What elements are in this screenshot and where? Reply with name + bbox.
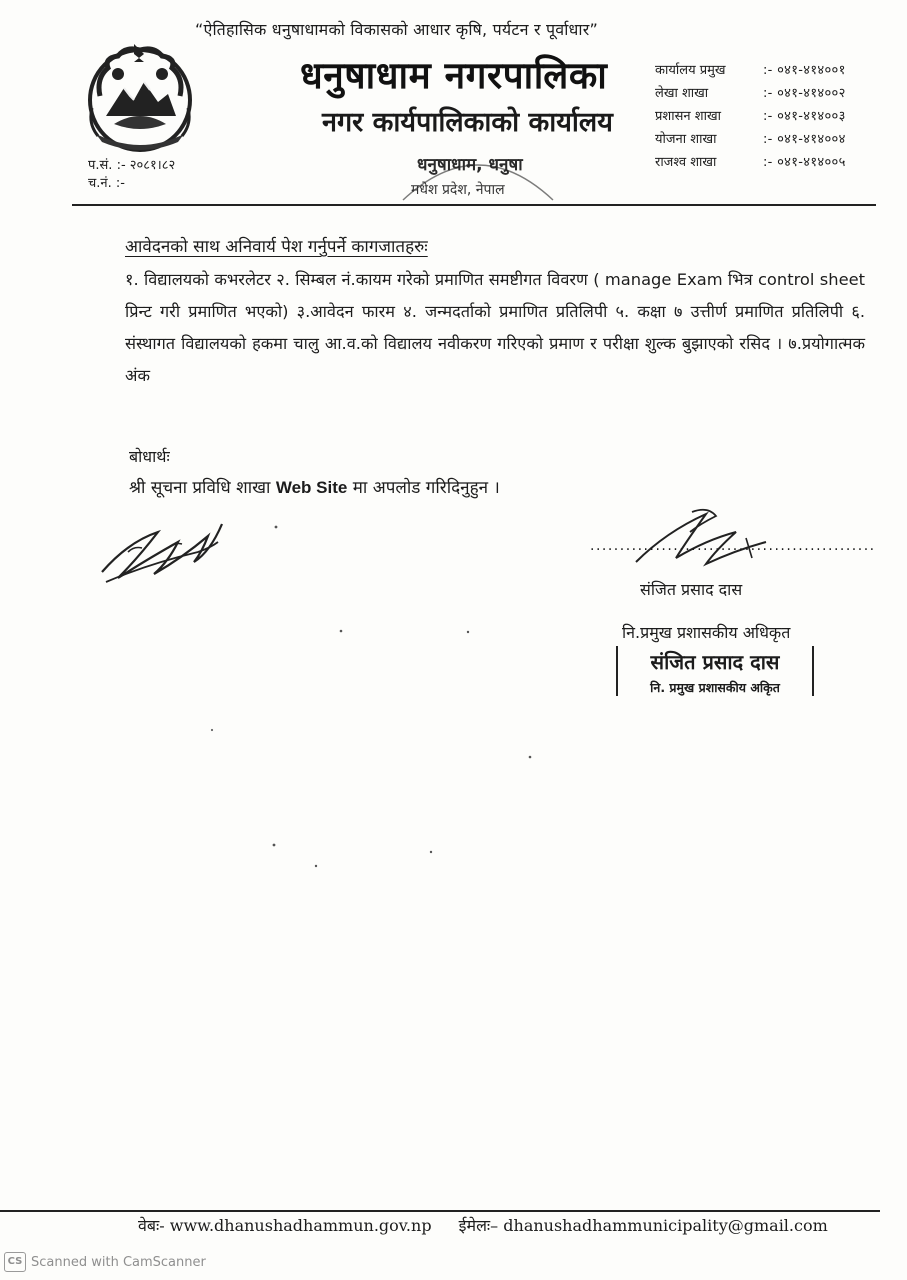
contact-label: कार्यालय प्रमुख [655, 63, 726, 78]
footer [138, 1214, 828, 1236]
email-label: ईमेलः– [458, 1216, 499, 1235]
header-tagline: “ऐतिहासिक धनुषाधामको विकासको आधार कृषि, पर्यटन र पूर्वाधार” [195, 20, 598, 39]
cc-text-bold: Web Site [275, 478, 348, 497]
office-name: नगर कार्यपालिकाको कार्यालय [322, 107, 613, 138]
contact-label: योजना शाखा [655, 132, 717, 147]
camscanner-logo-icon: CS [4, 1252, 26, 1272]
contact-label: राजश्व शाखा [655, 155, 717, 170]
contact-number: :- ०४१-४१४००१ [763, 63, 846, 78]
contact-label: प्रशासन शाखा [655, 109, 721, 124]
documents-paragraph: १. विद्यालयको कभरलेटर २. सिम्बल नं.कायम गरेको प्रमाणित समष्टीगत विवरण ( manage Exam भित्र control sheet प्रिन्ट गरी प्रमाणित भएको) ३.आवेदन फारम ४. जन्मदर्ताको प्रमाणित प्रतिलिपी ५. कक्षा ७ उत्तीर्ण प्रमाणित प्रतिलिपी ६. संस्थागत विद्यालयको हकमा चालु आ.व.को विद्यालय नवीकरण गरिएको प्रमाण र परीक्षा शुल्क बुझाएको रसिद । ७.प्रयोगात्मक अंक [125, 270, 865, 385]
cc-text-before: श्री सूचना प्रविधि शाखा [129, 478, 276, 498]
documents-heading: आवेदनको साथ अनिवार्य पेश गर्नुपर्ने कागजातहरुः [125, 237, 428, 257]
dispatch-number: च.नं. :- [88, 176, 125, 191]
ref-number: प.सं. :- २०८१।८२ [88, 158, 176, 173]
contact-number: :- ०४१-४१४००४ [763, 132, 846, 147]
stamp-line-2: मधेश प्रदेश, नेपाल [411, 182, 505, 198]
footer-divider [0, 1210, 880, 1212]
web-label: वेबः- [138, 1216, 165, 1235]
stamp-line-1: धनुषाधाम, धनुषा [417, 155, 523, 175]
cc-label: बोधार्थः [129, 447, 170, 466]
watermark-text: Scanned with CamScanner [31, 1254, 206, 1270]
email-link[interactable]: dhanushadhammunicipality@gmail.com [503, 1216, 828, 1235]
signatory-name: संजित प्रसाद दास [640, 580, 743, 599]
contact-number: :- ०४१-४१४००५ [763, 155, 846, 170]
signatory-title: नि.प्रमुख प्रशासकीय अधिकृत [622, 623, 791, 642]
org-name: धनुषाधाम नगरपालिका [300, 54, 608, 97]
contact-label: लेखा शाखा [655, 86, 709, 101]
signature-line: ................................................ [590, 538, 876, 554]
cc-text-after: मा अपलोड गरिदिनुहुन । [347, 478, 500, 498]
camscanner-watermark [4, 1252, 206, 1272]
stamp-title: नि. प्रमुख प्रशासकीय अकृित [650, 680, 780, 695]
stamp-name: संजित प्रसाद दास [650, 650, 780, 674]
website-link[interactable]: www.dhanushadhammun.gov.np [169, 1216, 432, 1235]
contact-number: :- ०४१-४१४००३ [763, 109, 846, 124]
contact-number: :- ०४१-४१४००२ [763, 86, 846, 101]
